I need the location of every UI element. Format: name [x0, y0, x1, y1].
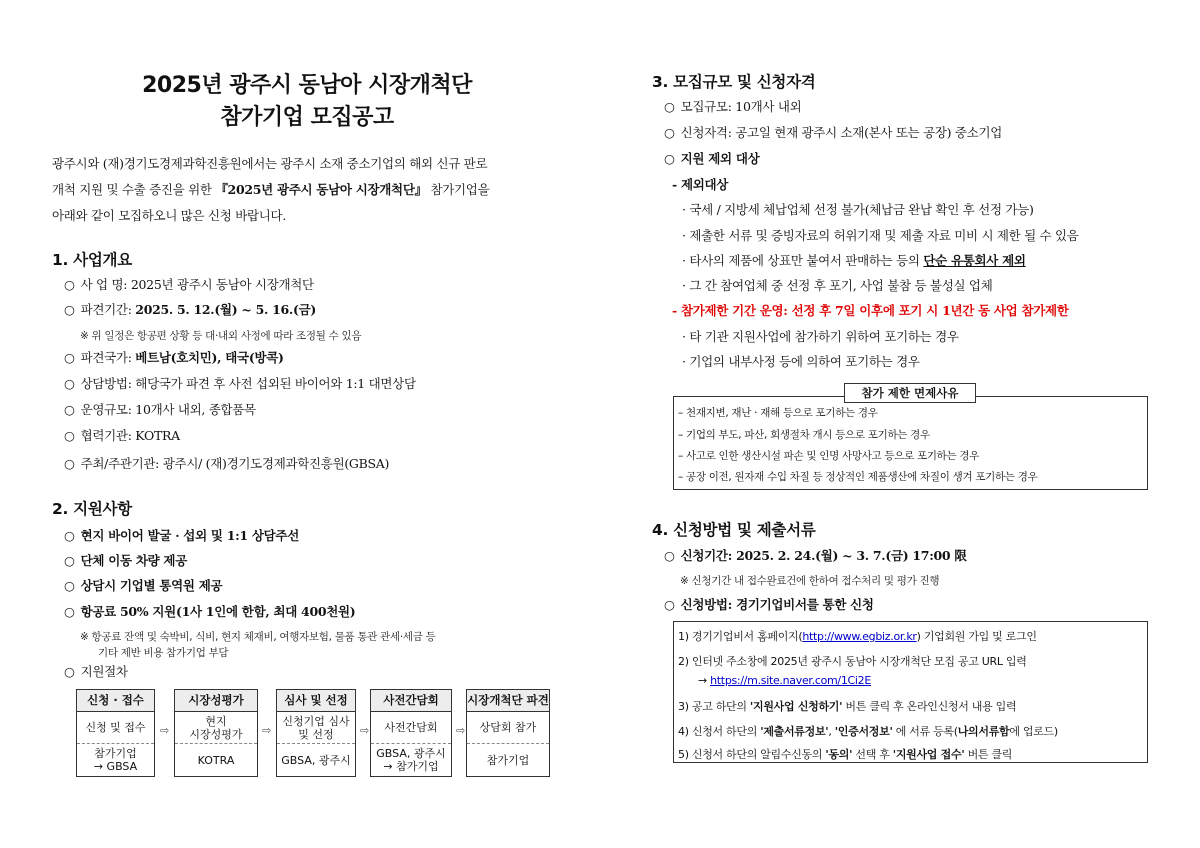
application-period: ○ 신청기간: 2025. 2. 24.(월) ~ 3. 7.(금) 17:00 限 [664, 548, 967, 563]
section-heading-4: 4. 신청방법 및 제출서류 [652, 521, 816, 539]
limit-item: · 타 기관 지원사업에 참가하기 위하여 포기하는 경우 [682, 329, 959, 344]
naver-link[interactable]: https://m.site.naver.com/1Ci2E [710, 674, 872, 687]
process-label: ○ 지원절차 [64, 664, 128, 679]
process-step-selection: 심사 및 선정 신청기업 심사 및 선정 GBSA, 광주시 [276, 689, 356, 777]
eligibility-item: ○ 모집규모: 10개사 내외 [664, 99, 802, 114]
egbiz-link[interactable]: http://www.egbiz.or.kr [802, 630, 917, 643]
exclusion-item: · 제출한 서류 및 증빙자료의 허위기재 및 제출 자료 미비 시 제한 될 수 있음 [682, 228, 1079, 243]
support-item: ○ 항공료 50% 지원(1사 1인에 한함, 최대 400천원) [64, 604, 356, 619]
process-step-meeting: 사전간담회 사전간담회 GBSA, 광주시 → 참가기업 [370, 689, 452, 777]
exclusion-subheading: - 제외대상 [672, 177, 729, 192]
page-title-line1: 2025년 광주시 동남아 시장개척단 [142, 73, 472, 98]
exemption-item: – 기업의 부도, 파산, 회생절차 개시 등으로 포기하는 경우 [678, 429, 930, 441]
participation-limit-notice: - 참가제한 기간 운영: 선정 후 7일 이후에 포기 시 1년간 동 사업 참가제한 [672, 303, 1069, 318]
overview-item: ○ 파견기간: 2025. 5. 12.(월) ~ 5. 16.(금) [64, 302, 316, 317]
airfare-note-cont: 기타 제반 비용 참가기업 부담 [98, 647, 229, 659]
arrow-icon: ⇨ [262, 724, 272, 737]
exemption-item: – 천재지변, 재난 · 재해 등으로 포기하는 경우 [678, 407, 878, 419]
process-step-apply: 신청 · 접수 신청 및 접수 참가기업 → GBSA [76, 689, 155, 777]
page-title-line2: 참가기업 모집공고 [220, 105, 394, 130]
process-step-dispatch: 시장개척단 파견 상담회 참가 참가기업 [466, 689, 550, 777]
step-1: 1) 경기기업비서 홈페이지(http://www.egbiz.or.kr) 기업회원 가입 및 로그인 [678, 630, 1037, 643]
application-note: ※ 신청기간 내 접수완료건에 한하여 접수처리 및 평가 진행 [680, 575, 940, 587]
intro-line: 아래와 같이 모집하오니 많은 신청 바랍니다. [52, 208, 286, 223]
exemption-label: 참가 제한 면제사유 [844, 383, 976, 403]
step-4: 4) 신청서 하단의 '제출서류정보', '인증서정보' 에 서류 등록(나의서류함에 업로드) [678, 725, 1058, 738]
arrow-icon: ⇨ [160, 724, 170, 737]
exclusion-heading: ○ 지원 제외 대상 [664, 151, 760, 166]
section-heading-3: 3. 모집규모 및 신청자격 [652, 73, 816, 91]
support-item: ○ 현지 바이어 발굴 · 섭외 및 1:1 상담주선 [64, 528, 299, 543]
arrow-icon: ⇨ [456, 724, 466, 737]
step-2: 2) 인터넷 주소창에 2025년 광주시 동남아 시장개척단 모집 공고 URL 입력 [678, 655, 1027, 668]
exclusion-item: · 그 간 참여업체 중 선정 후 포기, 사업 불참 등 불성실 업체 [682, 278, 993, 293]
intro-paragraph [52, 151, 562, 229]
exclusion-item: · 타사의 제품에 상표만 붙여서 판매하는 등의 단순 유통회사 제외 [682, 253, 1026, 268]
overview-item: ○ 협력기관: KOTRA [64, 428, 180, 443]
section-heading-2: 2. 지원사항 [52, 500, 132, 518]
process-step-evaluation: 시장성평가 현지 시장성평가 KOTRA [174, 689, 258, 777]
exemption-item: – 공장 이전, 원자재 수입 차질 등 정상적인 제품생산에 차질이 생겨 포기하는 경우 [678, 471, 1038, 483]
support-item: ○ 단체 이동 차량 제공 [64, 553, 187, 568]
application-method: ○ 신청방법: 경기기업비서를 통한 신청 [664, 597, 874, 612]
exclusion-item: · 국세 / 지방세 체납업체 선정 불가(체납금 완납 확인 후 선정 가능) [682, 202, 1034, 217]
schedule-note: ※ 위 일정은 항공편 상황 등 대·내외 사정에 따라 조정될 수 있음 [80, 330, 362, 342]
overview-item: ○ 주최/주관기관: 광주시/ (재)경기도경제과학진흥원(GBSA) [64, 456, 390, 471]
overview-item: ○ 사 업 명: 2025년 광주시 동남아 시장개척단 [64, 277, 314, 292]
intro-line: 개척 지원 및 수출 증진을 위한 『2025년 광주시 동남아 시장개척단』 참가기업을 [52, 182, 490, 197]
overview-item: ○ 상담방법: 해당국가 파견 후 사전 섭외된 바이어와 1:1 대면상담 [64, 376, 416, 391]
airfare-note: ※ 항공료 잔액 및 숙박비, 식비, 현지 체재비, 여행자보험, 물품 통관 관세·세금 등 [80, 631, 436, 643]
limit-item: · 기업의 내부사정 등에 의하여 포기하는 경우 [682, 354, 920, 369]
step-5: 5) 신청서 하단의 알림수신동의 '동의' 선택 후 '지원사업 접수' 버튼 클릭 [678, 748, 1013, 761]
section-heading-1: 1. 사업개요 [52, 251, 132, 269]
step-3: 3) 공고 하단의 '지원사업 신청하기' 버튼 클릭 후 온라인신청서 내용 입력 [678, 700, 1017, 713]
exemption-item: – 사고로 인한 생산시설 파손 및 인명 사망사고 등으로 포기하는 경우 [678, 450, 980, 462]
overview-item: ○ 파견국가: 베트남(호치민), 태국(방콕) [64, 350, 284, 365]
step-2-url: → https://m.site.naver.com/1Ci2E [698, 674, 872, 687]
eligibility-item: ○ 신청자격: 공고일 현재 광주시 소재(본사 또는 공장) 중소기업 [664, 125, 1002, 140]
overview-item: ○ 운영규모: 10개사 내외, 종합품목 [64, 402, 256, 417]
intro-line: 광주시와 (재)경기도경제과학진흥원에서는 광주시 소재 중소기업의 해외 신규 판로 [52, 156, 488, 171]
arrow-icon: ⇨ [360, 724, 370, 737]
support-item: ○ 상담시 기업별 통역원 제공 [64, 578, 223, 593]
